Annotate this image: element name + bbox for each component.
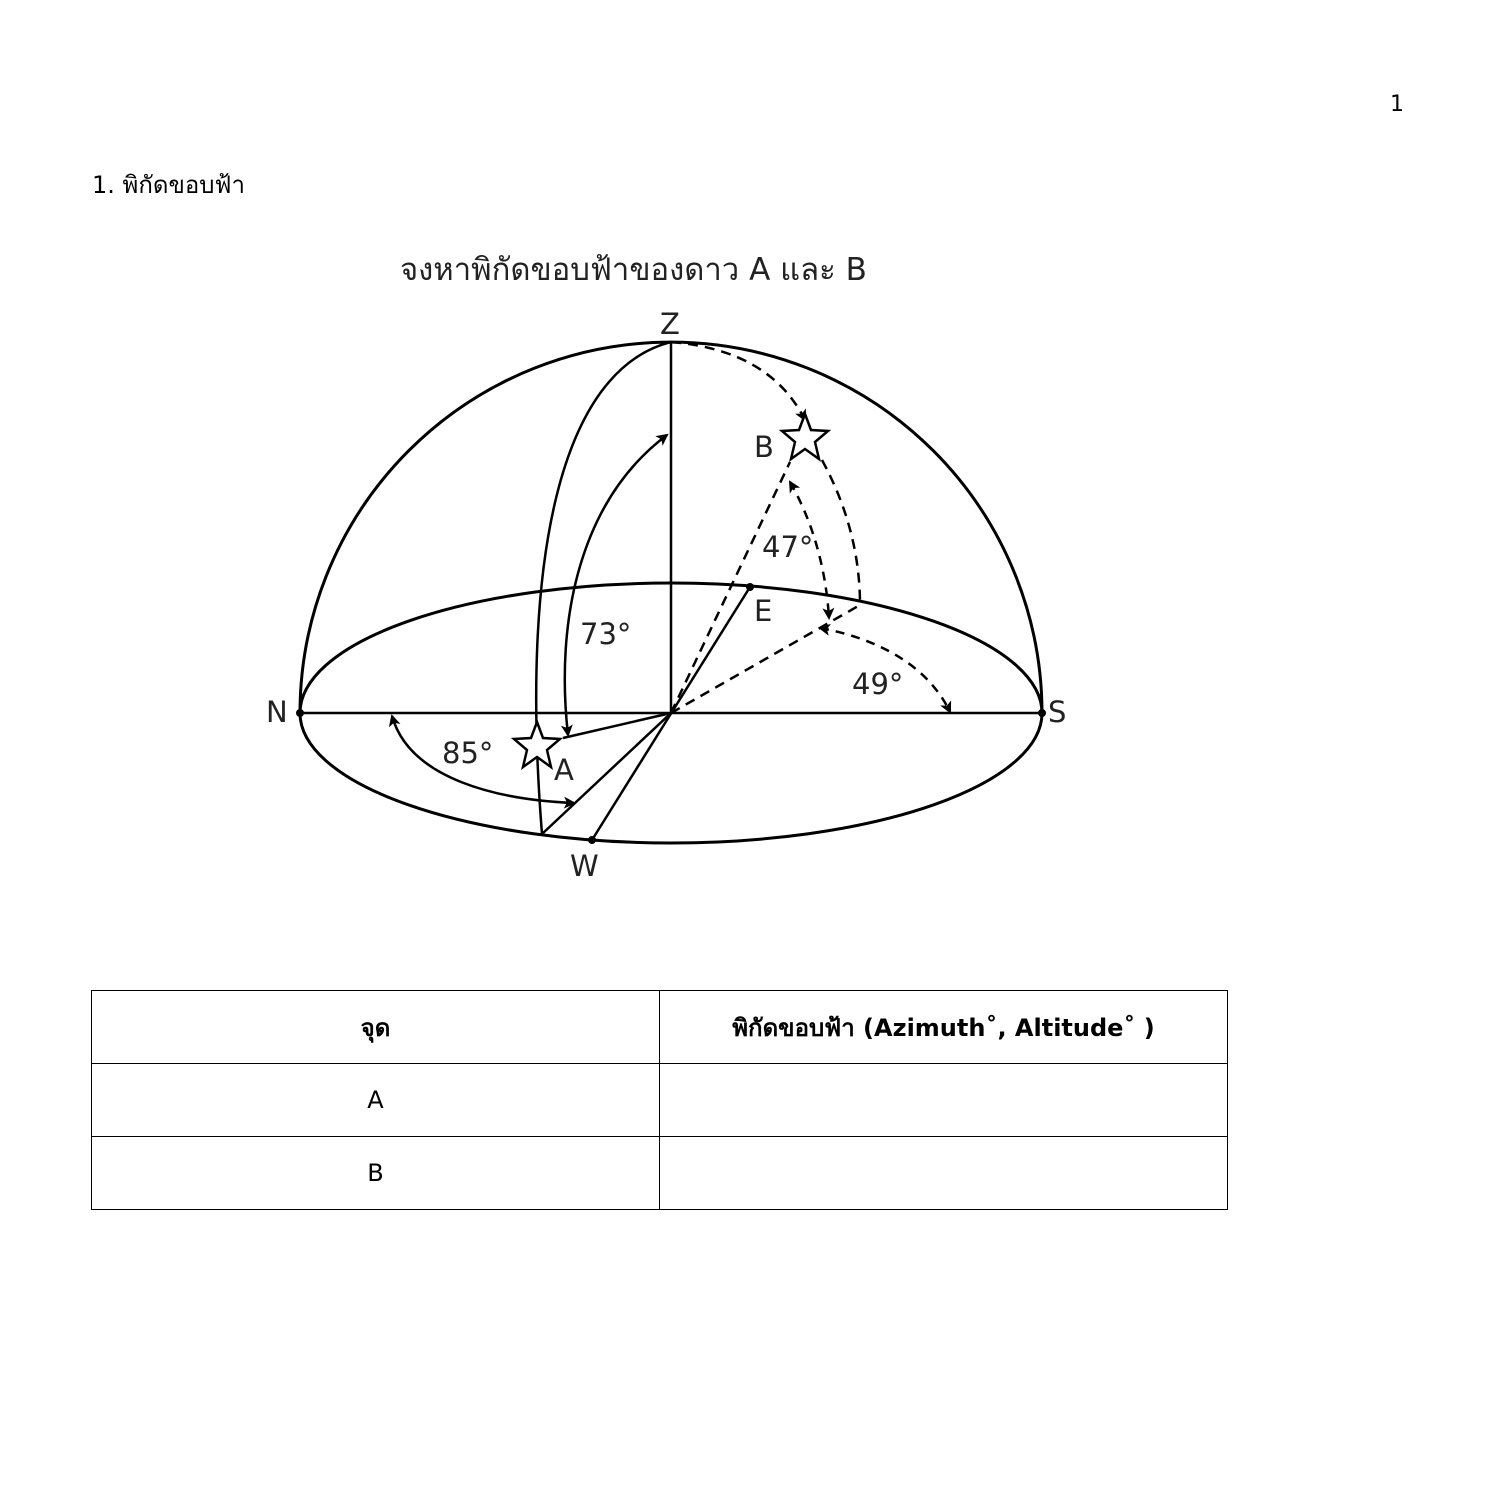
north-point xyxy=(296,709,304,717)
angle-a-azimuth: 85° xyxy=(442,736,494,770)
label-north: N xyxy=(266,695,288,729)
page-number: 1 xyxy=(1390,92,1404,117)
header-coordinates: พิกัดขอบฟ้า (Azimuth˚, Altitude˚ ) xyxy=(660,991,1228,1064)
angle-b-altitude: 47° xyxy=(762,530,814,564)
table-row xyxy=(92,1064,1228,1137)
celestial-sphere-figure xyxy=(0,230,1500,890)
label-zenith: Z xyxy=(660,307,680,341)
figure-title: จงหาพิกัดขอบฟ้าของดาว A และ B xyxy=(400,252,867,288)
label-star-b: B xyxy=(754,430,774,464)
table-row xyxy=(92,1137,1228,1210)
south-point xyxy=(1038,709,1046,717)
section-heading: 1. พิกัดขอบฟ้า xyxy=(92,171,245,199)
row-a-point: A xyxy=(92,1064,660,1137)
east-point xyxy=(746,583,754,591)
angle-b-azimuth: 49° xyxy=(852,667,904,701)
label-east: E xyxy=(754,594,773,628)
angle-a-altitude: 73° xyxy=(580,617,632,651)
label-star-a: A xyxy=(554,753,574,787)
star-b-vertical-circle-top xyxy=(671,342,805,420)
star-a-ground-line xyxy=(563,713,671,738)
west-point xyxy=(588,836,596,844)
label-south: S xyxy=(1048,695,1067,729)
row-a-coordinates[interactable] xyxy=(660,1064,1228,1137)
row-b-coordinates[interactable] xyxy=(660,1137,1228,1210)
table-header-row xyxy=(92,991,1228,1064)
celestial-sphere-diagram xyxy=(0,230,1500,890)
answer-table xyxy=(91,990,1228,1210)
header-point: จุด xyxy=(92,991,660,1064)
row-b-point: B xyxy=(92,1137,660,1210)
star-b-vertical-circle-bottom xyxy=(822,460,860,605)
label-west: W xyxy=(570,849,599,883)
star-b-icon xyxy=(782,414,828,459)
